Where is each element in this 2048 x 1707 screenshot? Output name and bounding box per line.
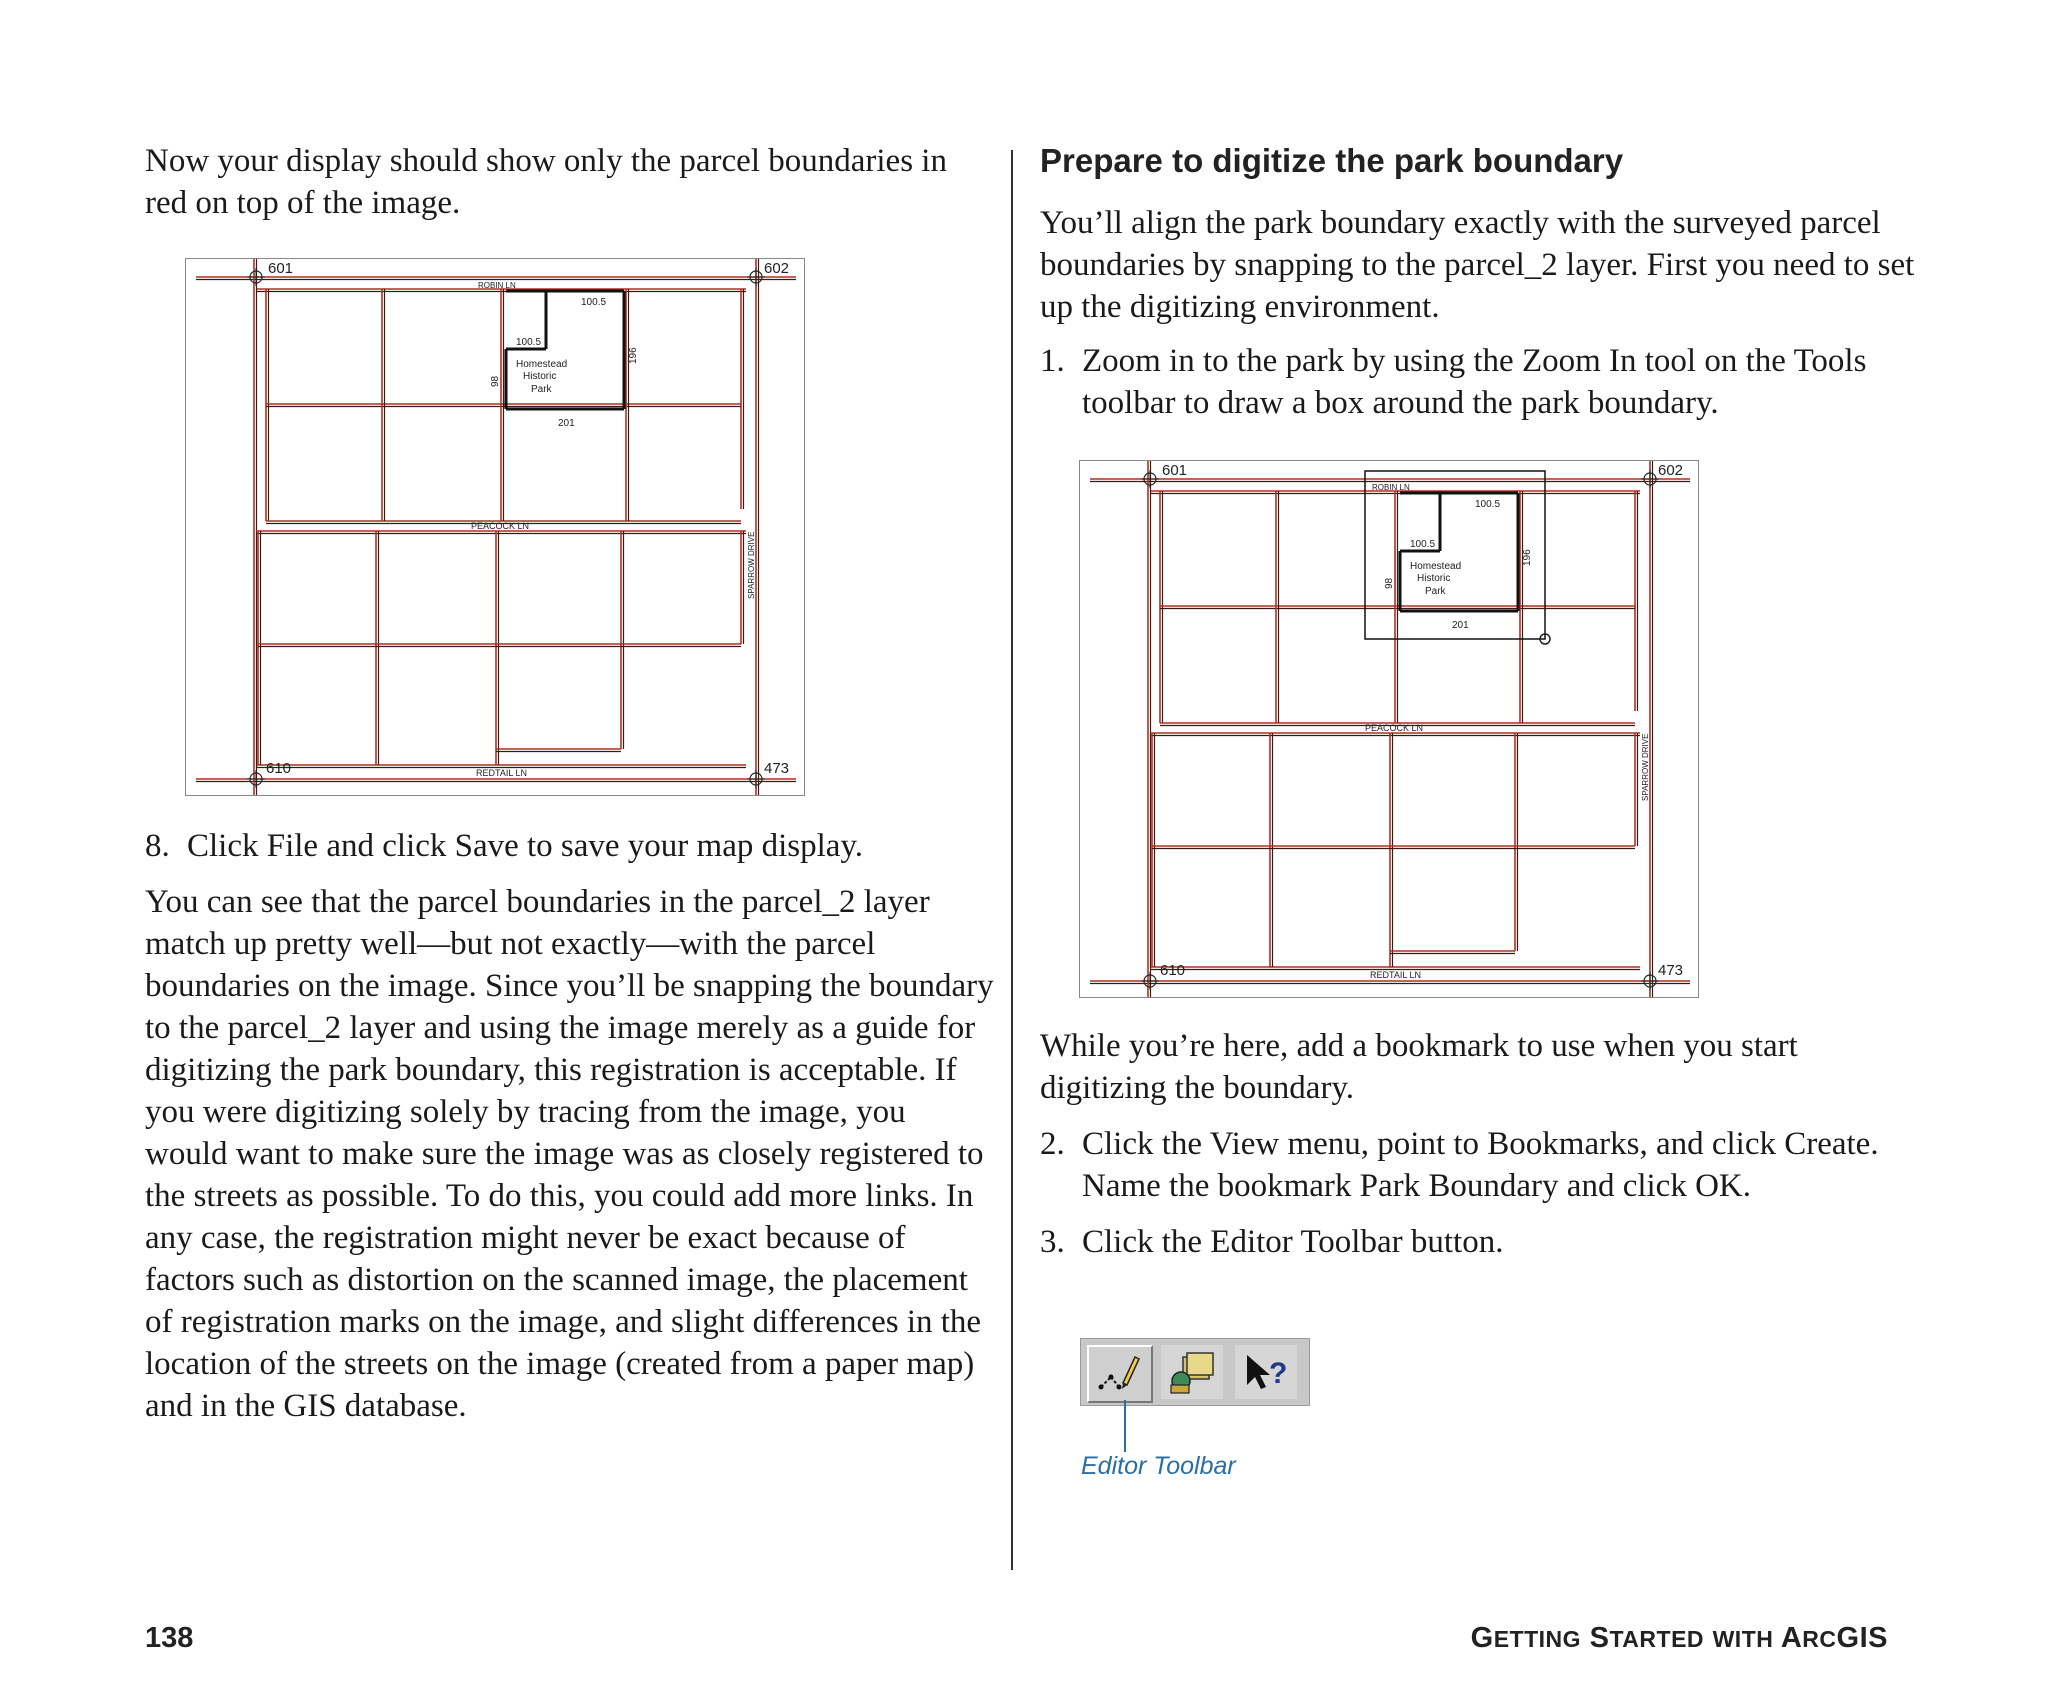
park-label: Homestead: [1410, 561, 1462, 572]
park-label: Historic: [1417, 573, 1451, 584]
corner-label-610: 610: [1160, 962, 1186, 979]
title-part: S: [1589, 1622, 1610, 1654]
corner-label-473: 473: [1658, 962, 1684, 979]
step-number: 2.: [1040, 1126, 1065, 1162]
street-label-robin: ROBIN LN: [1372, 483, 1410, 492]
step-text: Click the View menu, point to Bookmarks, and click Create. Name the bookmark Park Boundary and click OK.: [1082, 1126, 1879, 1204]
bookmark-paragraph: While you’re here, add a bookmark to use when you start digitizing the boundary.: [1040, 1028, 1798, 1106]
step-number: 8.: [145, 828, 170, 864]
left-column-lower: [145, 825, 995, 1427]
dimension-label: 100.5: [581, 297, 607, 308]
corner-label-601: 601: [268, 260, 294, 277]
parcel-map-figure: [185, 258, 805, 796]
right-column: [1040, 140, 1920, 424]
georeferencing-button[interactable]: [1161, 1345, 1223, 1399]
street-label-sparrow: SPARROW DRIVE: [747, 531, 756, 599]
toolbar-strip: [1080, 1338, 1310, 1406]
page-number: 138: [145, 1622, 194, 1654]
column-divider: [1011, 150, 1013, 1570]
title-part: TARTED: [1609, 1626, 1705, 1652]
street-label-redtail: REDTAIL LN: [1370, 970, 1422, 980]
running-footer-title: [1471, 1622, 1888, 1655]
section-intro: You’ll align the park boundary exactly with the surveyed parcel boundaries by snapping to the parcel_2 layer. First you need to set up the digitizing environment.: [1040, 205, 1915, 325]
right-column-lower: [1040, 1025, 1920, 1263]
corner-label-610: 610: [266, 760, 292, 777]
section-heading: Prepare to digitize the park boundary: [1040, 142, 1624, 179]
dimension-label: 100.5: [1410, 539, 1436, 550]
left-column: [145, 140, 995, 224]
step-1: [1040, 340, 1920, 424]
title-part: GIS: [1836, 1622, 1888, 1654]
corner-label-602: 602: [1658, 462, 1684, 479]
georeferencing-icon: [1161, 1345, 1223, 1399]
park-label: Park: [1425, 586, 1446, 597]
step-8: [145, 825, 995, 867]
title-part: WITH: [1712, 1626, 1774, 1652]
whats-this-icon: [1235, 1345, 1297, 1399]
dimension-label: 196: [628, 347, 639, 364]
whats-this-button[interactable]: [1235, 1345, 1297, 1399]
title-part: A: [1780, 1622, 1803, 1654]
street-label-redtail: REDTAIL LN: [476, 768, 528, 778]
street-label-sparrow: SPARROW DRIVE: [1641, 733, 1650, 801]
callout-leader-line: [1124, 1400, 1126, 1452]
title-part: G: [1470, 1622, 1494, 1654]
park-label: Homestead: [516, 359, 568, 370]
corner-label-473: 473: [764, 760, 790, 777]
editor-toolbar-icon: [1089, 1347, 1147, 1397]
dimension-label: 100.5: [516, 337, 542, 348]
dimension-label: 201: [558, 418, 575, 429]
zoomed-parcel-map-figure: [1079, 460, 1699, 998]
intro-paragraph: Now your display should show only the parcel boundaries in red on top of the image.: [145, 143, 947, 221]
street-label-robin: ROBIN LN: [478, 281, 516, 290]
dimension-label: 196: [1522, 549, 1533, 566]
step-number: 1.: [1040, 343, 1065, 379]
callout-label: Editor Toolbar: [1081, 1452, 1236, 1480]
editor-toolbar-button[interactable]: [1087, 1345, 1153, 1403]
street-label-peacock: PEACOCK LN: [471, 521, 530, 531]
step-3: [1040, 1221, 1920, 1263]
park-label: Historic: [523, 371, 557, 382]
registration-paragraph: You can see that the parcel boundaries in the parcel_2 layer match up pretty well—but not exactly—with the parcel boundaries on the image. Since you’ll be snapping the boundary to the parcel_2 layer and using the image merely as a guide for digitizing the park boundary, this registration is acceptable. If you were digitizing solely by tracing from the image, you would want to make sure the image was as closely registered to the streets as possible. To do this, you could add more links. In any case, the registration might never be exact because of factors such as distortion on the scanned image, the placement of registration marks on the image, and slight differences in the location of the streets on the image (created from a paper map) and in the GIS database.: [145, 884, 994, 1424]
dimension-label: 201: [1452, 620, 1469, 631]
park-label: Park: [531, 384, 552, 395]
dimension-label: 98: [490, 375, 501, 387]
dimension-label: 98: [1384, 577, 1395, 589]
step-text: Zoom in to the park by using the Zoom In tool on the Tools toolbar to draw a box around the park boundary.: [1082, 343, 1867, 421]
step-2: [1040, 1123, 1920, 1207]
title-part: ETTING: [1493, 1626, 1582, 1652]
step-number: 3.: [1040, 1224, 1065, 1260]
street-label-peacock: PEACOCK LN: [1365, 723, 1424, 733]
corner-label-601: 601: [1162, 462, 1188, 479]
dimension-label: 100.5: [1475, 499, 1501, 510]
title-part: RC: [1802, 1626, 1837, 1652]
svg-text:?: ?: [1269, 1357, 1288, 1390]
step-text: Click File and click Save to save your map display.: [187, 828, 864, 864]
corner-label-602: 602: [764, 260, 790, 277]
step-text: Click the Editor Toolbar button.: [1082, 1224, 1504, 1260]
